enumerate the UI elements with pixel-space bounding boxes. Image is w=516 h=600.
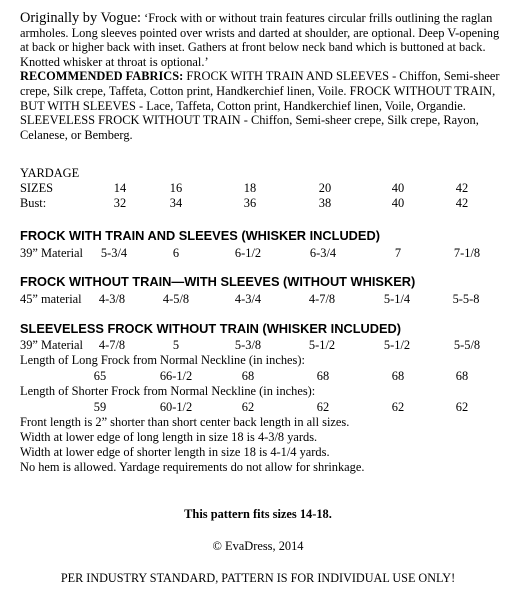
length-cell: 62 <box>391 400 405 414</box>
length-cell: 62 <box>455 400 469 414</box>
length-cell: 62 <box>316 400 330 414</box>
note-line: No hem is allowed. Yardage requirements do not allow for shrinkage. <box>20 460 365 474</box>
yardage-cell: 4-3/4 <box>234 292 262 306</box>
yardage-cell: 4-7/8 <box>308 292 336 306</box>
section-heading-train-sleeves: FROCK WITH TRAIN AND SLEEVES (WHISKER INCLUDED) <box>20 228 380 243</box>
yardage-title-row <box>0 166 516 181</box>
length-cell: 66-1/2 <box>159 369 193 383</box>
material-row-no-train-sleeves <box>0 292 516 307</box>
bust-cell: 38 <box>318 196 332 210</box>
fabrics-text: FROCK WITH TRAIN AND SLEEVES - Chiffon, Semi-sheer crepe, Silk crepe, Taffeta, Cotton print, Handkerchief linen, Voile. FROCK WITHOUT TRAIN, BUT WITH SLEEVES - Lace, Taffeta, Cotton print, Handkerchief linen, Voile, Organdie. SLEEVELESS FROCK WITHOUT TRAIN - Chiffon, Semi-sheer crepe, Silk crepe, Rayon, Celanese, or Bemberg. <box>20 69 500 142</box>
sizes-row <box>0 181 516 196</box>
yardage-cell: 4-3/8 <box>98 292 126 306</box>
long-length-row <box>0 369 516 384</box>
bust-row <box>0 196 516 211</box>
long-length-label: Length of Long Frock from Normal Neckline (in inches): <box>20 353 305 367</box>
yardage-cell: 5-1/4 <box>383 292 411 306</box>
yardage-cell: 5 <box>172 338 180 352</box>
material-label: 39” Material <box>20 338 83 352</box>
yardage-cell: 6-1/2 <box>234 246 262 260</box>
bust-cell: 34 <box>169 196 183 210</box>
size-cell: 42 <box>455 181 469 195</box>
fabrics-heading: RECOMMENDED FABRICS: <box>20 69 184 84</box>
source-lead: Originally by Vogue: <box>20 10 141 26</box>
size-cell: 16 <box>169 181 183 195</box>
length-cell: 68 <box>241 369 255 383</box>
bust-cell: 32 <box>113 196 127 210</box>
size-cell: 18 <box>243 181 257 195</box>
material-row-sleeveless <box>0 338 516 353</box>
yardage-cell: 5-1/2 <box>308 338 336 352</box>
length-cell: 65 <box>93 369 107 383</box>
section-heading-sleeveless: SLEEVELESS FROCK WITHOUT TRAIN (WHISKER INCLUDED) <box>20 321 402 336</box>
material-label: 45” material <box>20 292 82 306</box>
length-cell: 60-1/2 <box>159 400 193 414</box>
section-heading-no-train-sleeves: FROCK WITHOUT TRAIN—WITH SLEEVES (WITHOUT WHISKER) <box>20 274 416 289</box>
size-cell: 20 <box>318 181 332 195</box>
material-label: 39” Material <box>20 246 83 260</box>
note-line: Width at lower edge of long length in size 18 is 4-3/8 yards. <box>20 430 318 444</box>
bust-cell: 40 <box>391 196 405 210</box>
size-cell: 14 <box>113 181 127 195</box>
length-cell: 68 <box>455 369 469 383</box>
short-length-row <box>0 400 516 415</box>
size-cell: 40 <box>391 181 405 195</box>
length-cell: 68 <box>391 369 405 383</box>
description-paragraph <box>20 11 510 142</box>
yardage-cell: 5-5-8 <box>452 292 480 306</box>
length-cell: 68 <box>316 369 330 383</box>
yardage-cell: 5-5/8 <box>453 338 481 352</box>
note-line: Width at lower edge of shorter length in size 18 is 4-1/4 yards. <box>20 445 330 459</box>
yardage-cell: 7 <box>394 246 402 260</box>
industry-standard-notice: PER INDUSTRY STANDARD, PATTERN IS FOR INDIVIDUAL USE ONLY! <box>60 571 456 585</box>
sizes-label: SIZES <box>20 181 54 195</box>
note-line: Front length is 2” shorter than short center back length in all sizes. <box>20 415 350 429</box>
yardage-cell: 4-7/8 <box>98 338 126 352</box>
yardage-cell: 5-3/4 <box>100 246 128 260</box>
yardage-cell: 4-5/8 <box>162 292 190 306</box>
yardage-cell: 5-3/8 <box>234 338 262 352</box>
bust-cell: 36 <box>243 196 257 210</box>
bust-label: Bust: <box>20 196 47 210</box>
copyright-line: © EvaDress, 2014 <box>212 539 304 553</box>
material-row-train-sleeves <box>0 246 516 261</box>
vogue-quote: ‘Frock with or without train features circular frills outlining the raglan armholes. Long sleeves pointed over wrists and darted at shoulder, are optional. Deep V-opening at back or higher back with inset. Gathers at front below neck band which is buttoned at back. Knotted whisker at throat is optional.’ <box>20 11 500 69</box>
length-cell: 62 <box>241 400 255 414</box>
yardage-cell: 6 <box>172 246 180 260</box>
yardage-cell: 6-3/4 <box>309 246 337 260</box>
fits-sizes-note: This pattern fits sizes 14-18. <box>184 507 332 521</box>
yardage-cell: 7-1/8 <box>453 246 481 260</box>
yardage-cell: 5-1/2 <box>383 338 411 352</box>
short-length-label: Length of Shorter Frock from Normal Neckline (in inches): <box>20 384 316 398</box>
length-cell: 59 <box>93 400 107 414</box>
bust-cell: 42 <box>455 196 469 210</box>
yardage-title: YARDAGE <box>20 166 80 180</box>
